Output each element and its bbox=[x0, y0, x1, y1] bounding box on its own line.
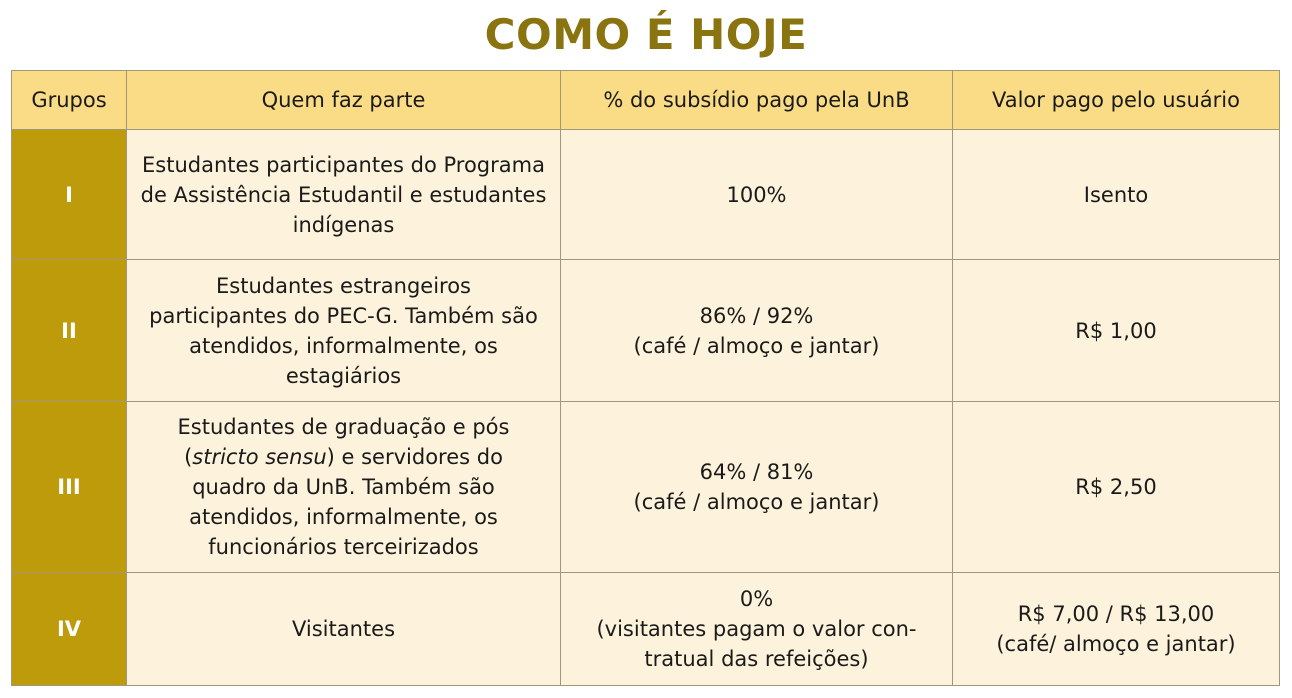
who-cell bbox=[127, 402, 561, 573]
price-value: R$ 2,50 bbox=[1075, 475, 1157, 499]
header-value: Valor pago pelo usuário bbox=[953, 71, 1280, 130]
value-cell bbox=[953, 130, 1280, 260]
who-cell: Visitantes bbox=[127, 573, 561, 686]
table-row bbox=[12, 260, 1280, 402]
value-cell bbox=[953, 260, 1280, 402]
price-note: (café/ almoço e jantar) bbox=[996, 632, 1236, 656]
page-title: COMO É HOJE bbox=[484, 10, 808, 59]
group-label: IV bbox=[12, 573, 127, 686]
group-label: III bbox=[12, 402, 127, 573]
who-text-end: ) e servidores do quadro da UnB. Também são atendidos, informalmente, os funcionários terceirizados bbox=[189, 445, 503, 559]
price-value: R$ 1,00 bbox=[1075, 318, 1157, 343]
subsidy-note: (café / almoço e jantar) bbox=[633, 333, 880, 358]
table-row bbox=[12, 402, 1280, 573]
who-text-italic: stricto sensu bbox=[192, 445, 327, 469]
table-row bbox=[12, 130, 1280, 260]
pricing-table bbox=[11, 70, 1280, 686]
value-cell bbox=[953, 573, 1280, 686]
who-cell: Estudantes participantes do Programa de Assistência Estudantil e estudantes indígenas bbox=[127, 130, 561, 260]
header-subsidy: % do subsídio pago pela UnB bbox=[561, 71, 953, 130]
header-who: Quem faz parte bbox=[127, 71, 561, 130]
subsidy-value: 86% / 92% bbox=[699, 303, 814, 328]
group-label: II bbox=[12, 260, 127, 402]
subsidy-value: 100% bbox=[726, 182, 787, 207]
who-text-start: Estudantes de graduação e pós ( bbox=[177, 415, 510, 469]
subsidy-cell bbox=[561, 130, 953, 260]
subsidy-note: (café / almoço e jantar) bbox=[633, 490, 880, 514]
who-cell: Estudantes estrangeiros participantes do PEC-G. Também são atendidos, informalmente, os estagiários bbox=[127, 260, 561, 402]
subsidy-cell bbox=[561, 402, 953, 573]
price-value: R$ 7,00 / R$ 13,00 bbox=[1017, 602, 1215, 626]
value-cell bbox=[953, 402, 1280, 573]
subsidy-value: 0% bbox=[739, 587, 774, 611]
price-value: Isento bbox=[1083, 182, 1149, 207]
subsidy-value: 64% / 81% bbox=[699, 460, 814, 484]
subsidy-cell bbox=[561, 260, 953, 402]
table-row bbox=[12, 573, 1280, 686]
subsidy-note: (visitantes pagam o valor con-tratual das refeições) bbox=[596, 617, 917, 671]
subsidy-cell bbox=[561, 573, 953, 686]
header-groups: Grupos bbox=[12, 71, 127, 130]
table-header-row bbox=[12, 71, 1280, 130]
group-label: I bbox=[12, 130, 127, 260]
